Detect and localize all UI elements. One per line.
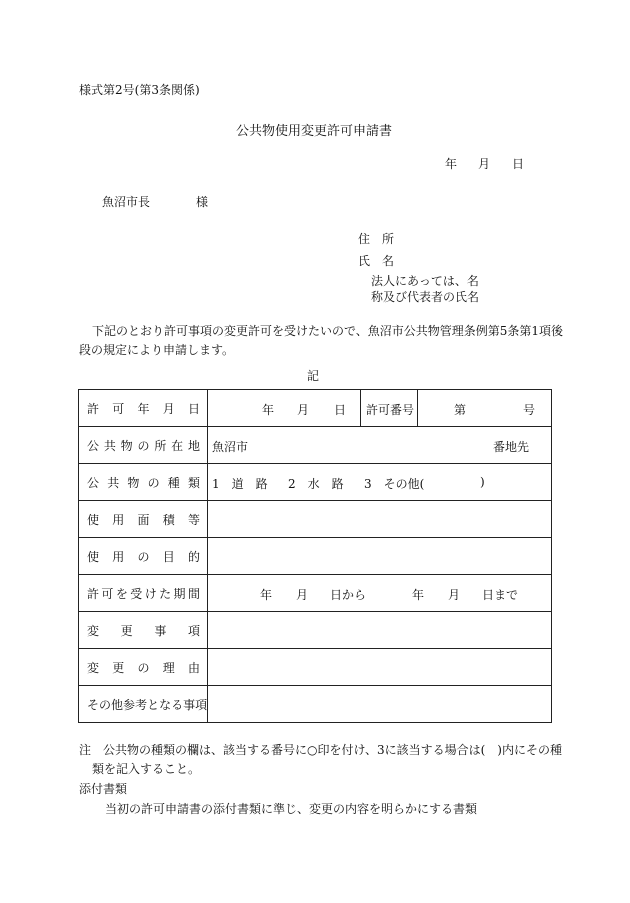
label-char: 変 <box>87 623 100 638</box>
period-end-month: 月 <box>448 588 461 602</box>
label-area <box>79 501 208 538</box>
label-char: 項 <box>187 623 200 638</box>
permit-number-suffix: 号 <box>523 403 536 417</box>
label-char: 地 <box>187 438 200 453</box>
label-char: 可 <box>112 401 125 416</box>
label-char: そ <box>87 697 100 712</box>
change-field[interactable] <box>208 612 552 649</box>
label-char: 種 <box>167 475 180 490</box>
divider <box>360 390 361 426</box>
kind-option-other[interactable]: 3 その他( <box>364 477 425 491</box>
label-period <box>79 575 208 612</box>
table-row-permit-date <box>79 390 552 427</box>
permit-day: 日 <box>334 403 347 417</box>
attachments-text: 当初の許可申請書の添付書類に準じ、変更の内容を明らかにする書類 <box>105 802 478 816</box>
label-char: 使 <box>87 512 100 527</box>
label-char: の <box>137 549 150 564</box>
permit-number-label: 許可番号 <box>366 403 415 417</box>
purpose-field[interactable] <box>208 538 552 575</box>
page-title: 公共物使用変更許可申請書 <box>236 124 393 139</box>
label-char: 公 <box>87 438 100 453</box>
divider <box>417 390 418 426</box>
form-number: 様式第2号(第3条関係) <box>79 83 200 97</box>
label-char: 積 <box>162 512 175 527</box>
permit-year: 年 <box>262 403 275 417</box>
label-char: 更 <box>120 623 133 638</box>
label-char: 共 <box>107 475 120 490</box>
label-change <box>79 612 208 649</box>
kind-other-close: ) <box>480 475 485 489</box>
address-label: 住 所 <box>358 232 395 246</box>
location-suffix: 番地先 <box>493 440 530 454</box>
note-line1: 注 公共物の種類の欄は、該当する番号に○印を付け、3に該当する場合は( )内にその種 <box>79 743 562 757</box>
location-field[interactable] <box>208 427 552 464</box>
label-char: 所 <box>154 438 167 453</box>
label-char: 日 <box>187 401 200 416</box>
table-row-area <box>79 501 552 538</box>
label-char: と <box>147 697 160 712</box>
label-char: 目 <box>162 549 175 564</box>
label-purpose <box>79 538 208 575</box>
label-char: 変 <box>87 660 100 675</box>
label-char: 許 <box>87 586 100 601</box>
label-other <box>79 686 208 723</box>
table-row-other <box>79 686 552 723</box>
ki-heading: 記 <box>307 369 320 383</box>
corp-note-line1: 法人にあっては、名 <box>371 274 479 288</box>
permit-number-prefix: 第 <box>454 403 467 417</box>
period-end-day: 日まで <box>482 588 519 602</box>
period-start-month: 月 <box>296 588 309 602</box>
table-row-location <box>79 427 552 464</box>
label-char: 用 <box>112 549 125 564</box>
label-char: 受 <box>130 586 143 601</box>
period-start-day: 日から <box>330 588 367 602</box>
label-char: の <box>137 660 150 675</box>
label-char: た <box>159 586 172 601</box>
permit-date-field[interactable] <box>208 390 552 427</box>
reason-field[interactable] <box>208 649 552 686</box>
label-char: 用 <box>112 512 125 527</box>
label-char: け <box>144 586 157 601</box>
label-char: 間 <box>187 586 200 601</box>
honorific: 様 <box>196 195 209 209</box>
application-table <box>78 389 552 723</box>
label-char: 更 <box>112 660 125 675</box>
label-char: 項 <box>195 697 208 712</box>
name-label: 氏 名 <box>358 254 395 268</box>
date-year: 年 <box>445 157 458 171</box>
label-char: 物 <box>127 475 140 490</box>
label-char: の <box>147 475 160 490</box>
table-row-change <box>79 612 552 649</box>
table-row-kind <box>79 464 552 501</box>
label-permit-date <box>79 390 208 427</box>
label-char: の <box>137 438 150 453</box>
table-row-purpose <box>79 538 552 575</box>
kind-option-road[interactable]: 1 道 路 <box>212 477 268 491</box>
label-reason <box>79 649 208 686</box>
period-end-year: 年 <box>412 588 425 602</box>
label-char: 期 <box>173 586 186 601</box>
location-city: 魚沼市 <box>212 440 249 454</box>
label-char: 類 <box>187 475 200 490</box>
label-kind <box>79 464 208 501</box>
date-day: 日 <box>512 157 525 171</box>
label-char: る <box>171 697 184 712</box>
label-char: 他 <box>111 697 124 712</box>
period-start-year: 年 <box>260 588 273 602</box>
body-text-line2: 段の規定により申請します。 <box>79 343 235 357</box>
corp-note-line2: 称及び代表者の氏名 <box>371 290 480 304</box>
table-row-reason <box>79 649 552 686</box>
label-location <box>79 427 208 464</box>
label-char: 参 <box>123 697 136 712</box>
label-char: 使 <box>87 549 100 564</box>
attachments-heading: 添付書類 <box>79 782 128 796</box>
permit-month: 月 <box>297 403 310 417</box>
label-char: 公 <box>87 475 100 490</box>
period-field[interactable] <box>208 575 552 612</box>
label-char: 年 <box>137 401 150 416</box>
label-char: 的 <box>187 549 200 564</box>
label-char: を <box>115 586 128 601</box>
label-char: 事 <box>154 623 167 638</box>
label-char: 等 <box>187 512 200 527</box>
label-char: 可 <box>101 586 114 601</box>
label-char: の <box>99 697 112 712</box>
body-text-line1: 下記のとおり許可事項の変更許可を受けたいので、魚沼市公共物管理条例第5条第1項後 <box>92 324 564 338</box>
label-char: 月 <box>162 401 175 416</box>
table-row-period <box>79 575 552 612</box>
label-char: 由 <box>187 660 200 675</box>
label-char: 許 <box>87 401 100 416</box>
other-field[interactable] <box>208 686 552 723</box>
addressee: 魚沼市長 <box>102 195 151 209</box>
kind-field[interactable] <box>208 464 552 501</box>
date-month: 月 <box>478 157 491 171</box>
label-char: 考 <box>135 697 148 712</box>
area-field[interactable] <box>208 501 552 538</box>
label-char: 理 <box>162 660 175 675</box>
label-char: 共 <box>103 438 116 453</box>
label-char: 在 <box>171 438 184 453</box>
label-char: 面 <box>137 512 150 527</box>
label-char: 事 <box>183 697 196 712</box>
note-line2: 類を記入すること。 <box>92 762 201 776</box>
kind-option-waterway[interactable]: 2 水 路 <box>288 477 344 491</box>
label-char: 物 <box>120 438 133 453</box>
label-char: な <box>159 697 172 712</box>
